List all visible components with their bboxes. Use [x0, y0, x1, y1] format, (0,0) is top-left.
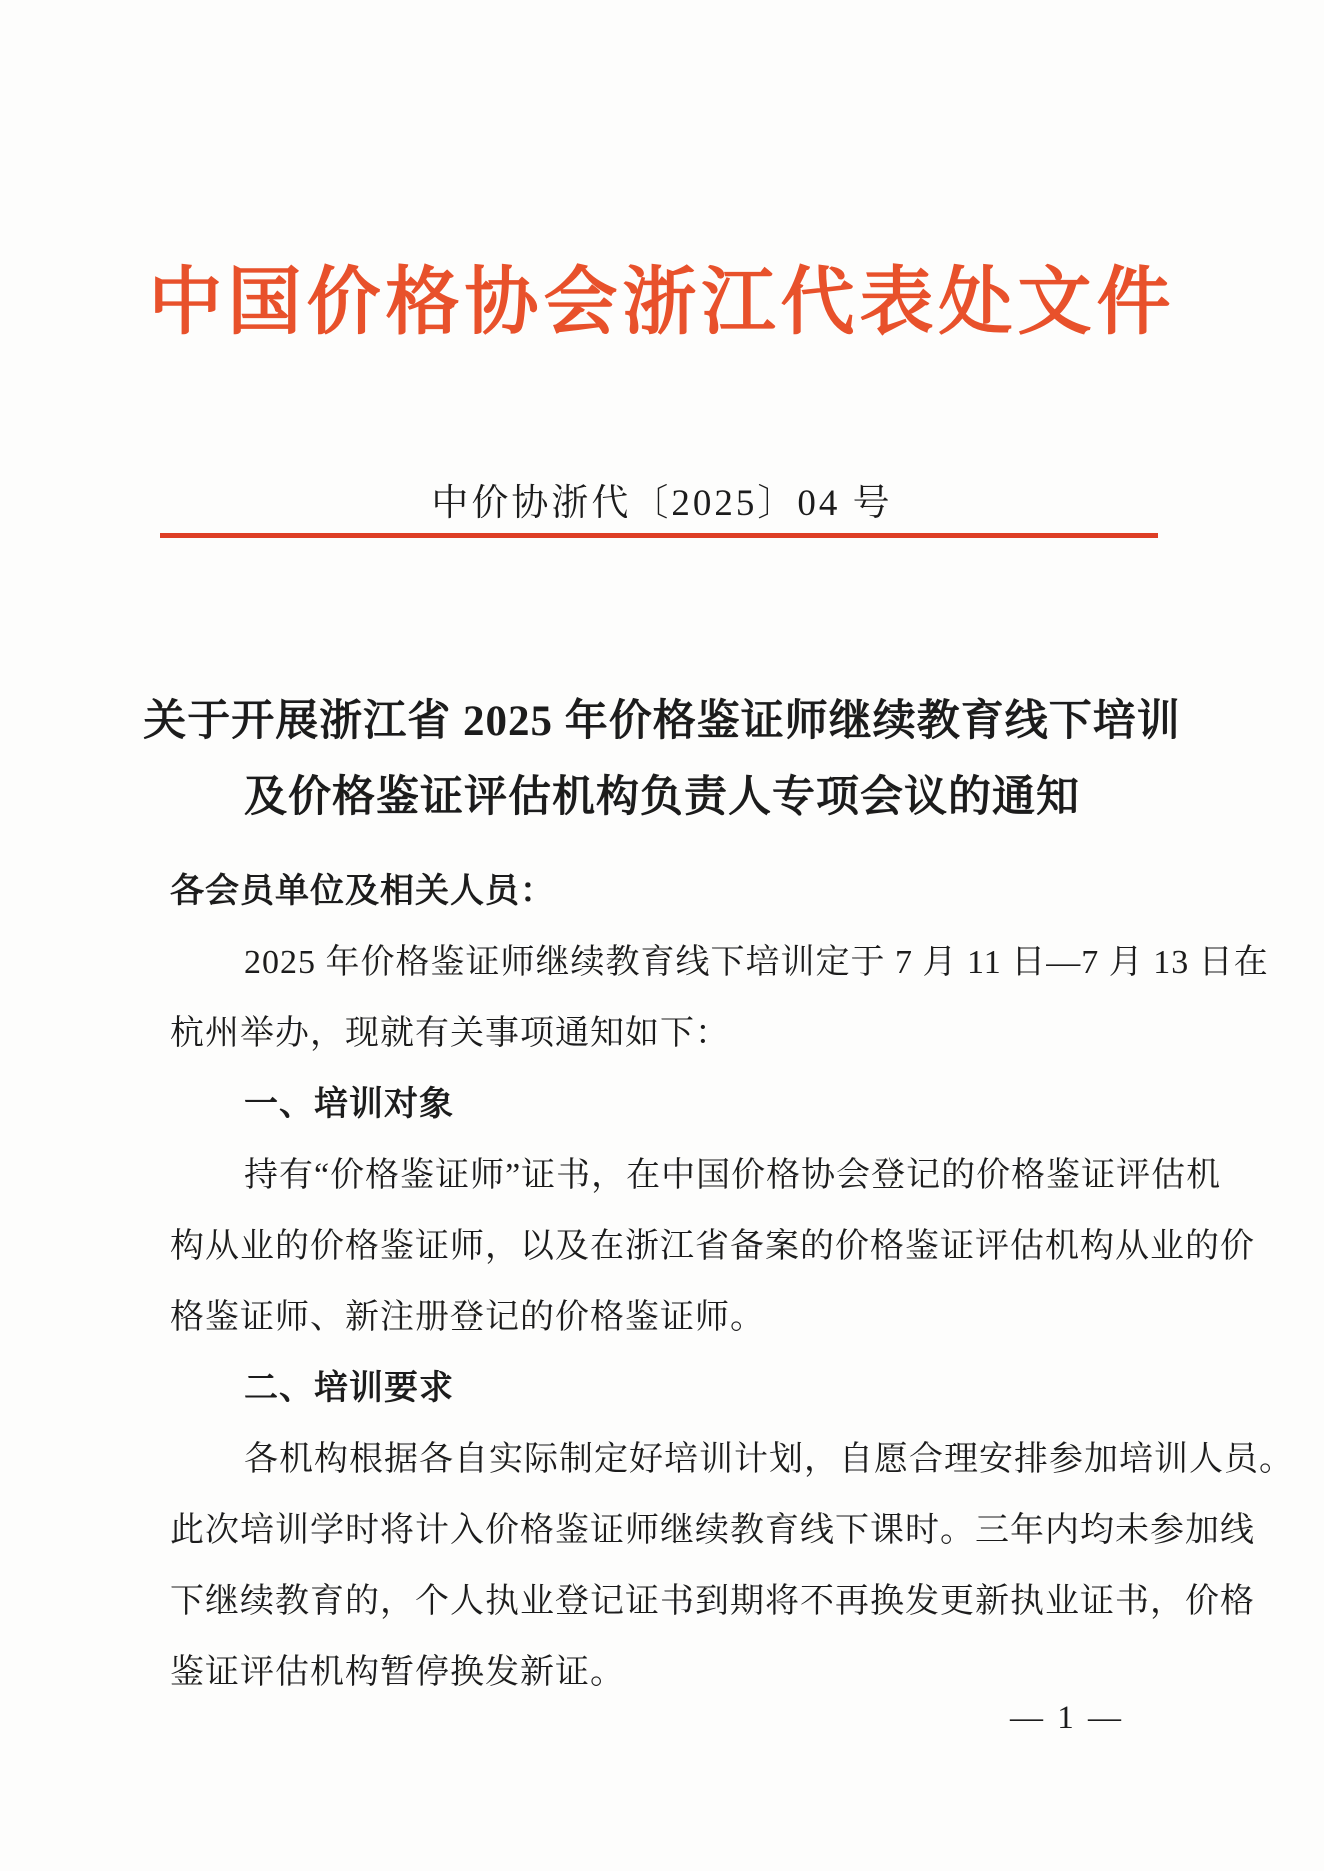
- intro-line-2: 杭州举办，现就有关事项通知如下：: [170, 1015, 730, 1052]
- document-title: [0, 684, 1324, 836]
- section-1-heading: 一、培训对象: [244, 1085, 454, 1123]
- section-2-line-4: 鉴证评估机构暂停换发新证。: [170, 1654, 625, 1691]
- page-number: — 1 —: [1010, 1700, 1124, 1736]
- section-1-line-1: 持有“价格鉴证师”证书，在中国价格协会登记的价格鉴证评估机: [244, 1157, 1222, 1194]
- section-2-line-2: 此次培训学时将计入价格鉴证师继续教育线下课时。三年内均未参加线: [170, 1512, 1255, 1549]
- section-1-line-2: 构从业的价格鉴证师，以及在浙江省备案的价格鉴证评估机构从业的价: [170, 1228, 1255, 1265]
- section-2-line-3: 下继续教育的，个人执业登记证书到期将不再换发更新执业证书，价格: [170, 1583, 1255, 1620]
- salutation: 各会员单位及相关人员：: [170, 872, 555, 910]
- section-2-line-1: 各机构根据各自实际制定好培训计划，自愿合理安排参加培训人员。: [244, 1441, 1294, 1478]
- doc-reference-number: 中价协浙代〔2025〕04 号: [431, 483, 893, 524]
- document-title-line1: 关于开展浙江省 2025 年价格鉴证师继续教育线下培训: [143, 698, 1181, 745]
- section-1-line-3: 格鉴证师、新注册登记的价格鉴证师。: [170, 1299, 765, 1336]
- intro-line-1: 2025 年价格鉴证师继续教育线下培训定于 7 月 11 日—7 月 13 日在: [244, 944, 1269, 981]
- red-divider-line: [160, 533, 1158, 538]
- document-body: [170, 856, 1294, 1708]
- section-2-heading: 二、培训要求: [244, 1369, 454, 1407]
- document-title-line2: 及价格鉴证评估机构负责人专项会议的通知: [244, 774, 1080, 821]
- letterhead-org-title: 中国价格协会浙江代表处文件: [148, 262, 1176, 344]
